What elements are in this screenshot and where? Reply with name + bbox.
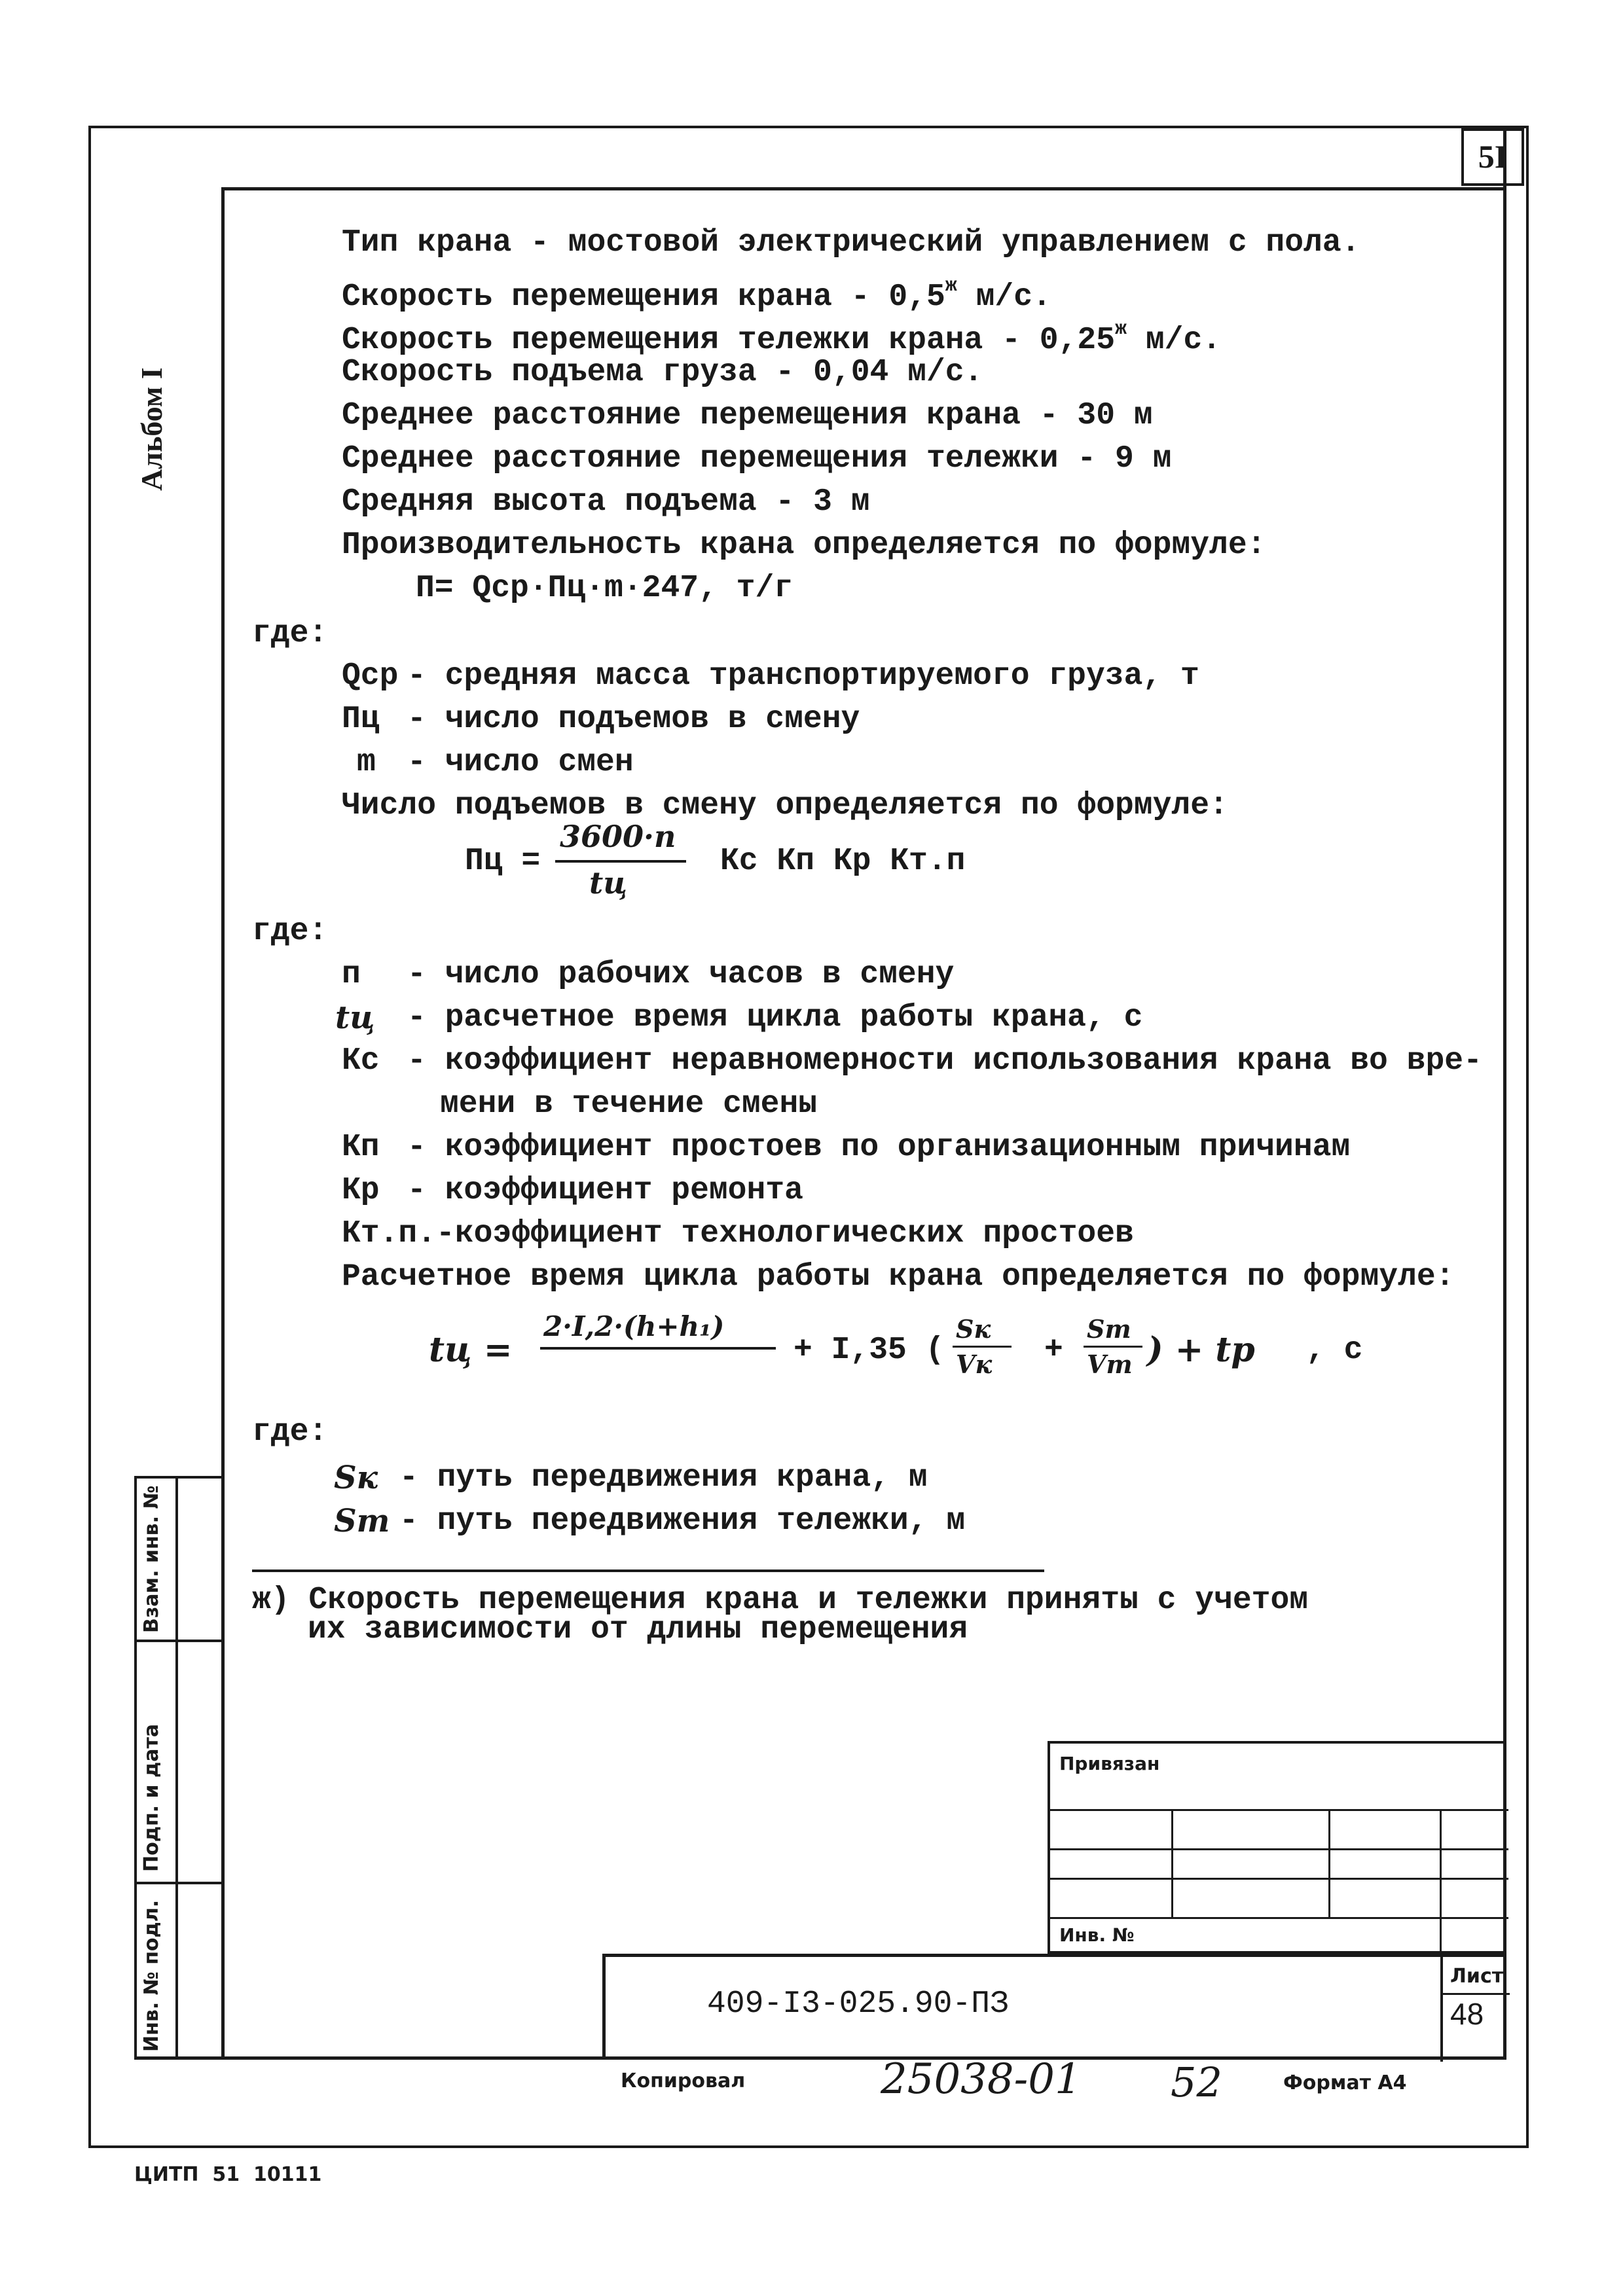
formula2-rest: Кс Кп Кр Кт.п	[720, 844, 966, 879]
formula3-unit: , с	[1306, 1333, 1363, 1368]
outer-frame-right	[1526, 126, 1529, 2148]
outer-frame-bottom	[88, 2145, 1529, 2148]
formula3-fraction-bar	[540, 1347, 776, 1350]
handwritten-page: 52	[1171, 2058, 1222, 2106]
privyazan-label: Привязан	[1059, 1753, 1160, 1774]
formula3-f2-num: Sт	[1087, 1314, 1131, 1344]
line-crane-distance: Среднее расстояние перемещения крана - 30 м	[342, 398, 1153, 433]
format-label: Формат А4	[1283, 2072, 1407, 2094]
page-number: 5I	[1478, 138, 1508, 175]
def-sk-text: - путь передвижения крана, м	[399, 1460, 928, 1496]
def-n-text: - число рабочих часов в смену	[407, 957, 955, 992]
def-st-sym: Sт	[334, 1503, 390, 1539]
formula3-lhs: tц =	[429, 1330, 513, 1370]
def-kr-sym: Кр	[342, 1173, 380, 1208]
where-label-3: где:	[252, 1414, 328, 1450]
inner-frame-left	[221, 187, 225, 2059]
list-number: 48	[1450, 1997, 1484, 2031]
def-kc-text-cont: мени в течение смены	[440, 1086, 818, 1122]
def-kc-text: - коэффициент неравномерности использования крана во вре-	[407, 1043, 1482, 1079]
def-ktp: Кт.п.-коэффициент технологических простоев	[342, 1216, 1134, 1251]
crane-speed-asterisk: ж	[945, 275, 957, 297]
line-productivity-intro: Производительность крана определяется по формуле:	[342, 528, 1266, 563]
formula3-plus: +	[1044, 1333, 1063, 1368]
def-qsr-sym: Qср	[342, 658, 399, 694]
crane-speed-text: Скорость перемещения крана - 0,5	[342, 279, 945, 315]
margin-col-left	[134, 1476, 137, 2058]
handwritten-code: 25038-01	[881, 2055, 1082, 2104]
formula3-tail: ) + tр	[1147, 1330, 1255, 1370]
trolley-speed-text: Скорость перемещения тележки крана - 0,25	[342, 323, 1115, 358]
def-kp-sym: Кп	[342, 1130, 380, 1165]
formula3-mid: + I,35 (	[793, 1333, 945, 1368]
margin-label-vzam: Взам. инв. №	[140, 1485, 163, 1633]
publisher-code: ЦИТП 51 10111	[134, 2163, 322, 2186]
title-block	[602, 1954, 1506, 2058]
formula2-lhs: Пц =	[465, 844, 541, 879]
formula3-f1-den: Vк	[956, 1350, 993, 1379]
formula2-denominator: tц	[589, 865, 628, 901]
inner-frame-top	[223, 187, 1506, 190]
def-m-text: - число смен	[407, 745, 634, 780]
margin-row-2	[134, 1640, 223, 1642]
def-kc-sym: Кс	[342, 1043, 380, 1079]
def-st-text: - путь передвижения тележки, м	[399, 1503, 966, 1539]
outer-frame-left	[88, 126, 91, 2148]
list-label: Лист	[1450, 1965, 1504, 1988]
crane-speed-unit: м/с.	[976, 279, 1051, 315]
margin-label-inv: Инв. № подл.	[140, 1899, 163, 2052]
footnote-line-1: ж) Скорость перемещения крана и тележки приняты с учетом	[252, 1583, 1309, 1618]
trolley-speed-unit: м/с.	[1145, 323, 1222, 358]
line-lift-height: Средняя высота подъема - 3 м	[342, 484, 870, 520]
margin-col-mid	[175, 1476, 178, 2058]
outer-frame-top	[88, 126, 1529, 128]
formula3-f1-num: Sк	[956, 1314, 991, 1344]
inv-no-label: Инв. №	[1059, 1924, 1135, 1946]
def-n-sym: п	[342, 957, 361, 992]
trolley-speed-asterisk: ж	[1115, 318, 1127, 340]
kopiroval-label: Копировал	[621, 2070, 746, 2092]
document-code: 409-I3-025.90-ПЗ	[707, 1986, 1009, 2022]
def-tc-sym: tц	[335, 999, 375, 1036]
def-sk-sym: Sк	[334, 1460, 378, 1496]
def-tc-text: - расчетное время цикла работы крана, с	[407, 1000, 1143, 1035]
line-lift-speed: Скорость подъема груза - 0,04 м/с.	[342, 355, 983, 390]
formula2-numerator: 3600·n	[560, 819, 676, 854]
footnote-line-2: их зависимости от длины перемещения	[308, 1612, 968, 1647]
def-m-sym: m	[357, 745, 376, 780]
page-number-box	[1461, 128, 1524, 186]
footnote-separator	[252, 1570, 1044, 1572]
privyazan-table	[1048, 1741, 1506, 1954]
formula3-f2-den: Vт	[1087, 1350, 1133, 1379]
formula3-intro: Расчетное время цикла работы крана определяется по формуле:	[342, 1259, 1455, 1295]
def-pc-text: - число подъемов в смену	[407, 702, 860, 737]
formula2-intro: Число подъемов в смену определяется по формуле:	[342, 788, 1228, 823]
margin-row-1	[134, 1476, 223, 1479]
formula-productivity: П= Qср·Пц·m·247, т/г	[416, 571, 793, 606]
def-kp-text: - коэффициент простоев по организационным причинам	[407, 1130, 1351, 1165]
def-kr-text: - коэффициент ремонта	[407, 1173, 803, 1208]
where-label-1: где:	[252, 616, 328, 651]
where-label-2: где:	[252, 914, 328, 949]
line-crane-type: Тип крана - мостовой электрический управлением с пола.	[342, 225, 1360, 260]
list-box-divider	[1440, 1993, 1510, 1995]
album-label: Альбом I	[135, 367, 168, 491]
title-block-divider	[1440, 1957, 1443, 2062]
line-trolley-distance: Среднее расстояние перемещения тележки - 9 м	[342, 441, 1172, 476]
margin-label-podp: Подп. и дата	[140, 1723, 163, 1872]
margin-row-3	[134, 1882, 223, 1884]
def-qsr-text: - средняя масса транспортируемого груза, т	[407, 658, 1199, 694]
privyazan-col-2	[1328, 1809, 1330, 1917]
privyazan-col-3	[1440, 1809, 1442, 1956]
formula3-numerator: 2·I,2·(h+h₁)	[543, 1310, 725, 1342]
def-pc-sym: Пц	[342, 702, 380, 737]
privyazan-col-1	[1171, 1809, 1173, 1917]
